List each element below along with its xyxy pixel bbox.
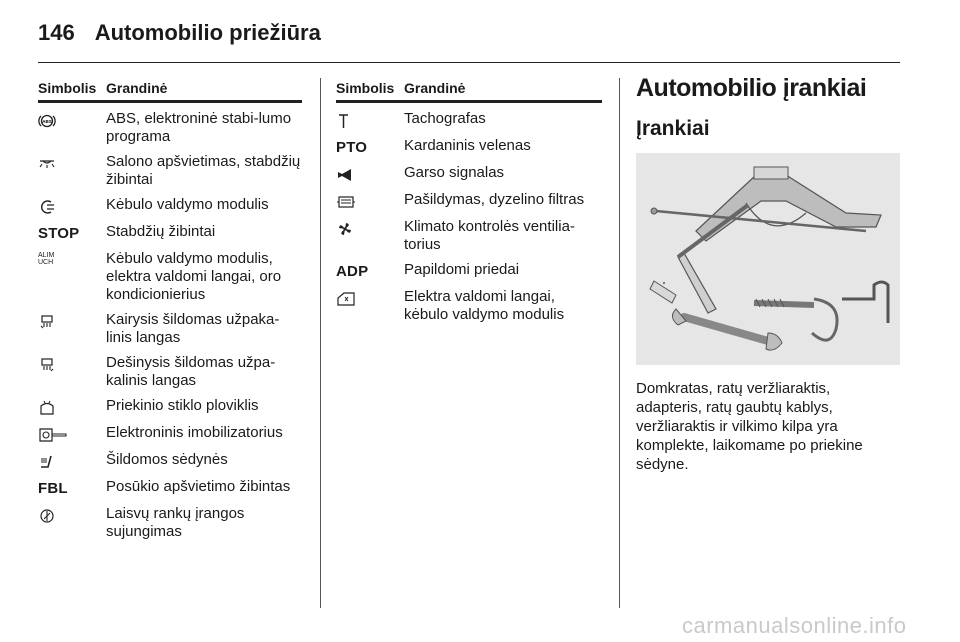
- table-row: [38, 110, 302, 146]
- circuit-text: Pašildymas, dyzelino filtras: [404, 191, 585, 208]
- table-row: [38, 223, 302, 243]
- circuit-text: Tachografas: [404, 110, 486, 127]
- table-row: [38, 478, 302, 498]
- fbl-symbol: FBL: [38, 480, 68, 497]
- svg-text:ABS: ABS: [42, 119, 52, 124]
- page-number: 146: [38, 20, 75, 45]
- circuit-text: Laisvų rankų įrangos sujungimas: [106, 505, 245, 540]
- table-header: [336, 80, 602, 103]
- alim-uch-icon: ALIM UCH: [38, 252, 55, 266]
- table-row: [336, 218, 602, 254]
- diesel-filter-heater-icon: [336, 193, 356, 211]
- fan-icon: [336, 220, 354, 238]
- circuit-text: Priekinio stiklo ploviklis: [106, 397, 259, 414]
- heated-seat-icon: [38, 453, 56, 471]
- table-header: [38, 80, 302, 103]
- circuit-text: Kėbulo valdymo modulis, elektra valdomi langai, oro kondicionierius: [106, 250, 282, 303]
- table-row: [38, 397, 302, 417]
- hands-free-icon: [38, 507, 56, 525]
- circuit-text: Klimato kontrolės ventilia-torius: [404, 218, 575, 253]
- heated-mirror-right-icon: [38, 356, 56, 374]
- table-row: [38, 311, 302, 347]
- circuit-text: Kėbulo valdymo modulis: [106, 196, 269, 213]
- section-title: Automobilio įrankiai: [636, 74, 867, 102]
- table-row: [336, 288, 602, 324]
- body-control-module-icon: [38, 198, 56, 216]
- circuit-text: Kairysis šildomas užpaka-linis langas: [106, 311, 280, 346]
- table-row: [38, 354, 302, 390]
- immobiliser-key-icon: [38, 426, 68, 444]
- windscreen-washer-icon: [38, 399, 56, 417]
- table-row: [38, 250, 302, 304]
- table-row: [38, 505, 302, 541]
- table-row: [38, 451, 302, 471]
- fuse-table-left: [38, 80, 302, 541]
- header-symbol: Simbolis: [38, 80, 97, 96]
- header-rule: [38, 62, 900, 63]
- adp-symbol: ADP: [336, 263, 369, 280]
- table-row: [38, 153, 302, 189]
- header-symbol: Simbolis: [336, 80, 395, 96]
- watermark: carmanualsonline.info: [682, 613, 907, 638]
- table-row: [336, 137, 602, 157]
- pto-symbol: PTO: [336, 139, 368, 156]
- circuit-text: Salono apšvietimas, stabdžių žibintai: [106, 153, 301, 188]
- horn-icon: [336, 166, 354, 184]
- table-row: [38, 424, 302, 444]
- section-subtitle: Įrankiai: [636, 117, 710, 140]
- circuit-text: Elektroninis imobilizatorius: [106, 424, 283, 441]
- header-circuit: Grandinė: [404, 80, 466, 96]
- table-row: [336, 261, 602, 281]
- circuit-text: Garso signalas: [404, 164, 505, 181]
- circuit-text: Posūkio apšvietimo žibintas: [106, 478, 291, 495]
- circuit-text: Dešinysis šildomas užpa-kalinis langas: [106, 354, 276, 389]
- circuit-text: ABS, elektroninė stabi-lumo programa: [106, 110, 292, 145]
- table-row: [38, 196, 302, 216]
- tachograph-icon: [336, 112, 354, 130]
- column-divider: [320, 78, 321, 608]
- fuse-table-right: [336, 80, 602, 324]
- page-title: Automobilio priežiūra: [94, 20, 321, 45]
- circuit-text: Stabdžių žibintai: [106, 223, 216, 240]
- table-row: [336, 191, 602, 211]
- page-header: [38, 20, 321, 46]
- column-divider: [619, 78, 620, 608]
- table-row: [336, 110, 602, 130]
- header-circuit: Grandinė: [106, 80, 168, 96]
- power-window-icon: [336, 290, 356, 308]
- stop-symbol: STOP: [38, 225, 80, 242]
- car-jack-tools-illustration: [636, 153, 900, 365]
- interior-light-icon: [38, 155, 56, 173]
- circuit-text: Kardaninis velenas: [404, 137, 531, 154]
- heated-mirror-left-icon: [38, 313, 56, 331]
- tools-description: Domkratas, ratų veržliaraktis, adapteris, ratų gaubtų kablys, veržliaraktis ir vilkimo kilpa yra komplekte, laikomame po priekine sėdyne.: [636, 380, 863, 473]
- abs-icon: [38, 112, 56, 130]
- tools-section: [636, 74, 900, 474]
- table-row: [336, 164, 602, 184]
- circuit-text: Šildomos sėdynės: [106, 451, 228, 468]
- circuit-text: Papildomi priedai: [404, 261, 520, 278]
- circuit-text: Elektra valdomi langai, kėbulo valdymo modulis: [404, 288, 565, 323]
